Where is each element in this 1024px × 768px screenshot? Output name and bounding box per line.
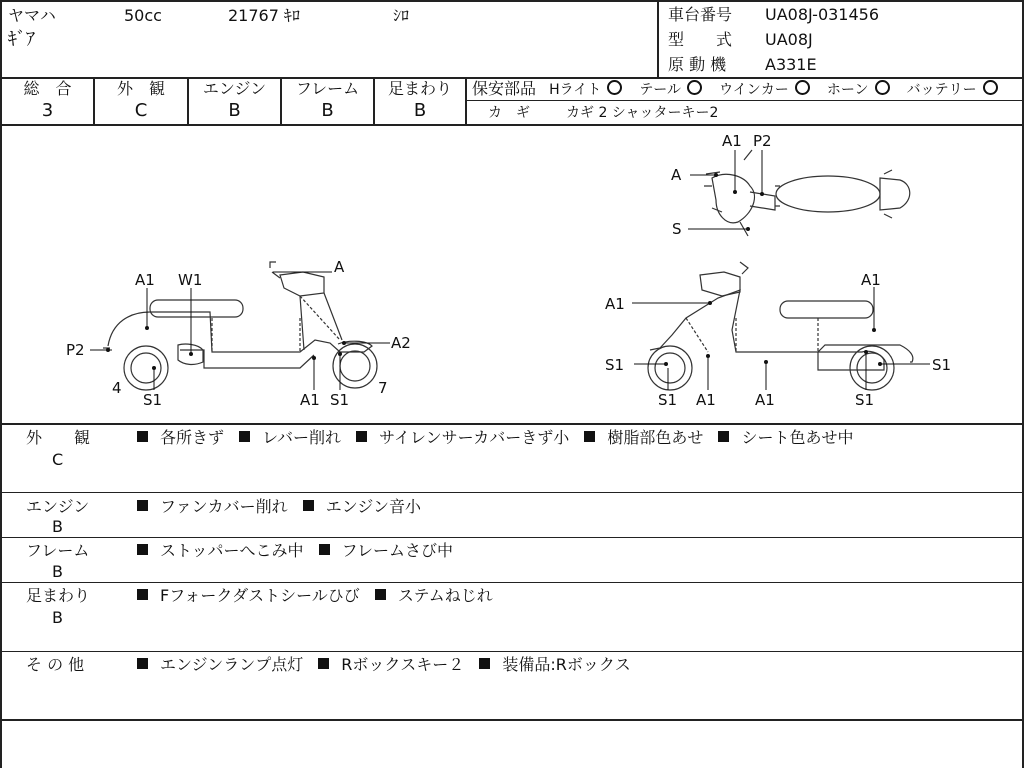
remark-divider [0,492,1024,493]
safety-item-label: ウインカー [719,82,789,98]
damage-points [106,173,882,370]
remark-label: そ の 他 [26,655,85,674]
safety-parts-label: 保安部品 [472,79,537,98]
damage-label: A [334,258,345,276]
remark-label: フレーム [26,541,90,560]
damage-label: A [671,166,682,184]
type-value: UA08J [765,30,813,49]
safety-item-taillight [639,80,710,100]
remark-item: 樹脂部色あせ [607,428,704,447]
remark-item: フレームさび中 [341,541,453,560]
remark-item: 各所きず [160,428,225,447]
remark-item: サイレンサーカバーきず小 [379,428,570,447]
safety-item-label: Hライト [549,82,602,98]
bullet-square-icon [137,544,148,555]
damage-label: A1 [135,271,155,289]
engine-grade-label: エンジン [202,79,267,98]
top-border [0,0,1024,2]
damage-label: S1 [143,391,163,409]
remark-label: 外 観 [26,428,91,447]
remark-divider [0,537,1024,538]
frame-grade: B [321,100,334,121]
bullet-square-icon [584,431,595,442]
damage-label: A1 [696,391,716,409]
diagram-bottom [0,423,1024,425]
bullet-square-icon [319,544,330,555]
damage-label: A1 [300,391,320,409]
leader-lines [90,150,930,390]
bullet-square-icon [318,658,329,669]
remark-items [137,655,641,675]
damage-label: 7 [378,379,388,397]
damage-label: 4 [112,379,122,397]
remark-items [137,541,463,561]
key-label: カ ギ [488,105,530,121]
remark-label: エンジン [26,497,90,516]
damage-label: A1 [722,132,742,150]
ok-circle-icon [983,80,998,95]
displacement: 50cc [124,6,162,25]
remark-divider [0,651,1024,652]
remark-item: エンジン音小 [325,497,421,516]
bullet-square-icon [303,500,314,511]
remark-item: シート色あせ中 [741,428,854,447]
remark-grade: C [52,450,64,469]
frame-number-label: 車台番号 [668,5,733,24]
safety-item-winker [719,80,818,100]
remarks-bottom [0,719,1024,721]
remark-item: ストッパーへこみ中 [160,541,304,560]
remark-label: 足まわり [26,586,91,605]
remark-grade: B [52,608,63,627]
mileage: 21767 ｷﾛ [228,6,300,25]
exterior-grade-label: 外 観 [116,79,165,98]
key-value: カギ 2 シャッターキー2 [566,105,719,121]
color: ｼﾛ [393,6,410,25]
damage-label: S1 [658,391,678,409]
damage-label: S1 [932,356,952,374]
overall-grade-label: 総 合 [23,79,72,98]
frame-number-value: UA08J-031456 [765,5,880,24]
maker: ヤマハ [8,6,56,25]
bullet-square-icon [137,500,148,511]
safety-item-label: バッテリー [906,82,977,98]
ok-circle-icon [875,80,890,95]
safety-item-label: ホーン [826,82,869,98]
frame-grade-label: フレーム [295,79,360,98]
bullet-square-icon [137,589,148,600]
grade-divider [465,77,467,125]
engine-model-value: A331E [765,55,817,74]
suspension-grade-label: 足まわり [387,79,452,98]
remark-items [137,497,431,517]
engine-grade: B [228,100,241,121]
damage-label: A1 [861,271,881,289]
remark-item: 装備品:Rボックス [502,655,631,674]
remark-item: ファンカバー削れ [160,497,288,516]
scooter-diagram [0,126,1024,422]
safety-item-headlight [549,80,630,100]
damage-label: S1 [330,391,350,409]
bullet-square-icon [375,589,386,600]
safety-parts-row [472,79,1010,100]
ok-circle-icon [607,80,622,95]
overall-grade: 3 [41,100,54,121]
remark-item: ステムねじれ [397,586,493,605]
remark-items [137,428,863,448]
remark-item: レバー削れ [262,428,341,447]
ok-circle-icon [687,80,702,95]
damage-label: A1 [605,295,625,313]
type-label: 型 式 [668,30,733,49]
bullet-square-icon [479,658,490,669]
damage-label: P2 [66,341,85,359]
bullet-square-icon [137,658,148,669]
damage-label: S1 [855,391,875,409]
damage-label: A2 [391,334,411,352]
damage-label: P2 [753,132,772,150]
damage-label: A1 [755,391,775,409]
bullet-square-icon [356,431,367,442]
safety-item-battery [907,80,1006,100]
remark-item: Fフォークダストシールひび [160,586,360,605]
remark-grade: B [52,517,63,536]
remark-item: エンジンランプ点灯 [160,655,304,674]
remark-divider [0,582,1024,583]
damage-label: S1 [605,356,625,374]
bullet-square-icon [137,431,148,442]
ok-circle-icon [795,80,810,95]
damage-label: S [672,220,682,238]
bullet-square-icon [718,431,729,442]
remark-grade: B [52,562,63,581]
remark-item: Rボックスキー２ [341,655,465,674]
exterior-grade: C [134,100,148,121]
safety-divider [466,100,1022,101]
model-name: ｷﾞｱ [8,29,35,50]
safety-item-horn [827,80,898,100]
damage-label: W1 [178,271,203,289]
remark-items [137,586,503,606]
engine-model-label: 原 動 機 [668,55,727,74]
header-divider [657,0,659,78]
bullet-square-icon [239,431,250,442]
suspension-grade: B [413,100,427,121]
safety-item-label: テール [639,82,682,98]
